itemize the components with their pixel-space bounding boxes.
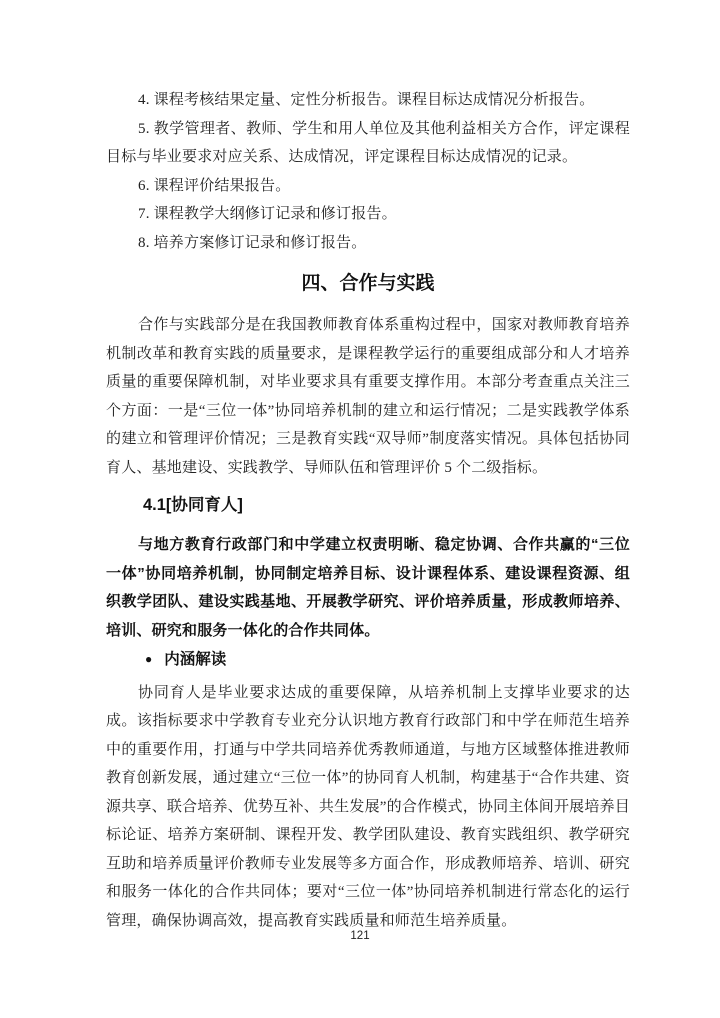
bullet-item	[106, 645, 630, 675]
intro-paragraph: 合作与实践部分是在我国教师教育体系重构过程中，国家对教师教育培养机制改革和教育实践的质量要求，是课程教学运行的重要组成部分和人才培养质量的重要保障机制，对毕业要求具有重要支撑作用。本部分考查重点关注三个方面：一是“三位一体”协同培养机制的建立和运行情况；二是实践教学体系的建立和管理评价情况；三是教育实践“双导师”制度落实情况。具体包括协同育人、基地建设、实践教学、导师队伍和管理评价 5 个二级指标。	[106, 317, 630, 476]
section-heading: 四、合作与实践	[301, 273, 435, 294]
page-number: 121	[350, 930, 370, 942]
bullet-label: 内涵解读	[164, 651, 227, 668]
list-item-4: 4. 课程考核结果定量、定性分析报告。课程目标达成情况分析报告。	[138, 92, 595, 108]
subsection-heading: 4.1[协同育人]	[143, 496, 243, 514]
interpretation-paragraph: 协同育人是毕业要求达成的重要保障，从培养机制上支撑毕业要求的达成。该指标要求中学教育专业充分认识地方教育行政部门和中学在师范生培养中的重要作用，打通与中学共同培养优秀教师通道，与地方区域整体推进教师教育创新发展，通过建立“三位一体”的协同育人机制，构建基于“合作共建、资源共享、联合培养、优势互补、共生发展”的合作模式，协同主体间开展培养目标论证、培养方案研制、课程开发、教学团队建设、教育实践组织、教学研究互助和培养质量评价教师专业发展等多方面合作，形成教师培养、培训、研究和服务一体化的合作共同体；要对“三位一体”协同培养机制进行常态化的运行管理，确保协调高效，提高教育实践质量和师范生培养质量。	[106, 684, 630, 929]
list-item-5: 5. 教学管理者、教师、学生和用人单位及其他利益相关方合作，评定课程目标与毕业要求对应关系、达成情况，评定课程目标达成情况的记录。	[106, 120, 630, 165]
definition-paragraph: 与地方教育行政部门和中学建立权责明晰、稳定协调、合作共赢的“三位一体”协同培养机制，协同制定培养目标、设计课程体系、建设课程资源、组织教学团队、建设实践基地、开展教学研究、评价培养质量，形成教师培养、培训、研究和服务一体化的合作共同体。	[106, 536, 630, 639]
list-item-6: 6. 课程评价结果报告。	[138, 177, 291, 194]
document-content	[106, 86, 630, 935]
list-item-7: 7. 课程教学大纲修订记录和修订报告。	[138, 206, 397, 222]
list-item-8: 8. 培养方案修订记录和修订报告。	[138, 234, 367, 251]
bullet-icon: ●	[145, 652, 153, 666]
